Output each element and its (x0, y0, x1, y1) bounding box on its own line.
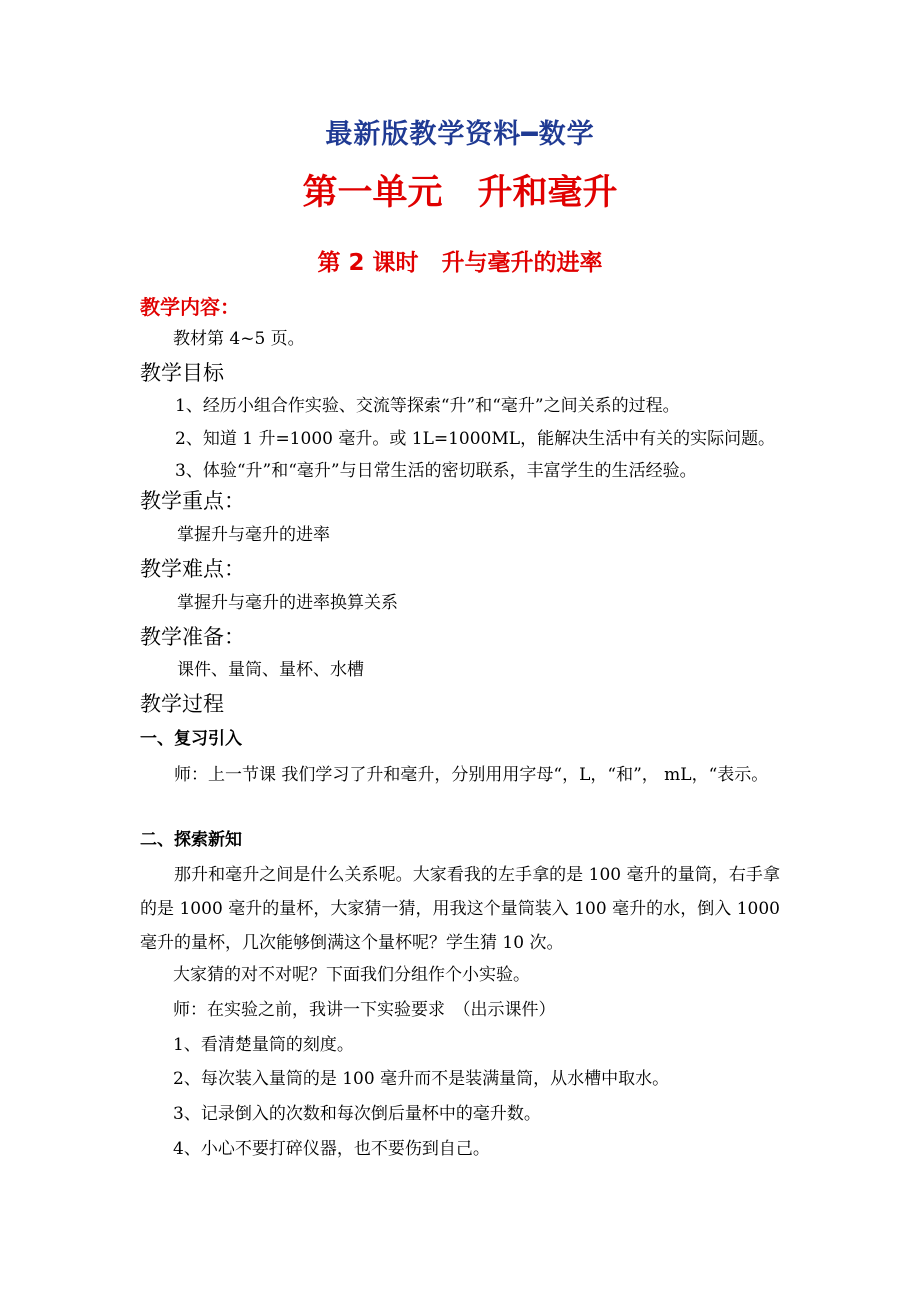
section-heading-explore: 二、探索新知 (140, 830, 242, 850)
content-text: 教材第 4~5 页。 (173, 329, 305, 349)
goals-heading: 教学目标 (140, 361, 224, 385)
key-point-text: 掌握升与毫升的进率 (177, 525, 330, 545)
explore-paragraph: 大家猜的对不对呢？下面我们分组作个小实验。 (173, 965, 530, 985)
goal-item: 1、经历小组合作实验、交流等探索“升”和“毫升”之间关系的过程。 (175, 396, 680, 416)
difficulty-heading: 教学难点： (140, 557, 245, 581)
content-heading: 教学内容： (140, 295, 240, 319)
section-heading-review: 一、复习引入 (140, 729, 242, 749)
goal-item: 3、体验“升”和“毫升”与日常生活的密切联系，丰富学生的生活经验。 (175, 461, 697, 481)
requirement-item: 2、每次装入量筒的是 100 毫升而不是装满量筒，从水槽中取水。 (173, 1069, 670, 1089)
banner-title: 最新版教学资料━数学 (325, 119, 595, 150)
requirement-item: 1、看清楚量筒的刻度。 (173, 1035, 354, 1055)
process-heading: 教学过程 (140, 692, 224, 716)
goal-item: 2、知道 1 升=1000 毫升。或 1L=1000ML，能解决生活中有关的实际问题。 (175, 429, 776, 449)
explore-paragraph: 那升和毫升之间是什么关系呢。大家看我的左手拿的是 100 毫升的量筒，右手拿的是 1000 毫升的量杯，大家猜一猜，用我这个量筒装入 100 毫升的水，倒入 1000 毫升的量杯，几次能够倒满这个量杯呢？学生猜 10 次。 (140, 865, 780, 953)
requirement-item: 3、记录倒入的次数和每次倒后量杯中的毫升数。 (173, 1104, 541, 1124)
key-point-heading: 教学重点： (140, 489, 245, 513)
preparation-text: 课件、量筒、量杯、水槽 (177, 660, 364, 680)
lesson-title: 第 2 课时 升与毫升的进率 (317, 250, 603, 276)
unit-title: 第一单元 升和毫升 (302, 172, 618, 213)
requirement-item: 4、小心不要打碎仪器，也不要伤到自己。 (173, 1139, 490, 1159)
preparation-heading: 教学准备： (140, 625, 245, 649)
difficulty-text: 掌握升与毫升的进率换算关系 (177, 593, 398, 613)
explore-paragraph: 师：在实验之前，我讲一下实验要求 （出示课件） (173, 1000, 556, 1020)
review-paragraph: 师：上一节课 我们学习了升和毫升，分别用用字母“，L，“和”， mL，“表示。 (174, 765, 769, 785)
